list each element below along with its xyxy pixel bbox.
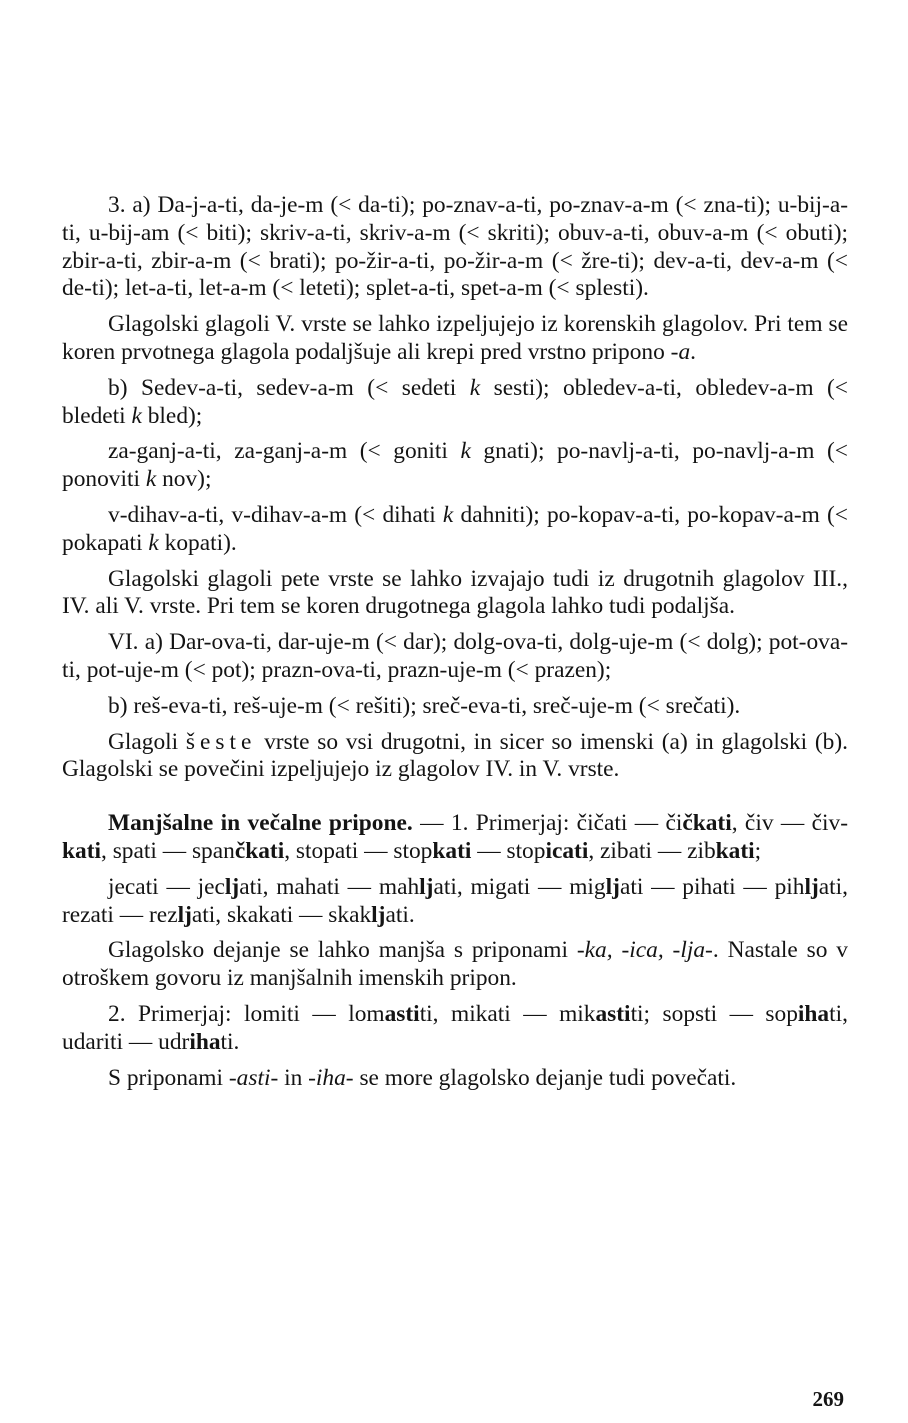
suffix-italic: -asti- bbox=[228, 1064, 279, 1091]
text: ti, udariti — udr bbox=[62, 1000, 848, 1055]
bold-suffix: lj bbox=[804, 873, 819, 900]
text: kopati). bbox=[158, 529, 237, 556]
text: — 1. Primerjaj: čičati — či bbox=[412, 810, 683, 837]
bold-suffix: kati bbox=[62, 837, 101, 864]
text: in bbox=[278, 1064, 309, 1091]
text: ati. bbox=[385, 901, 415, 928]
paragraph-note-vi bbox=[62, 729, 848, 785]
paragraph-diminutive-2 bbox=[62, 874, 848, 930]
note-text: Glagolski glagoli V. vrste se lahko izpeljujejo iz korenskih glagolov. Pri tem se koren prvotnega glagola podaljšuje ali krepi pred vrstno pripono bbox=[62, 311, 848, 365]
text: za-ganj-a-ti, za-ganj-a-m (< goniti bbox=[108, 438, 461, 465]
text: — stop bbox=[471, 837, 546, 864]
text: nov); bbox=[156, 466, 212, 493]
text: ti; sopsti — sop bbox=[630, 1000, 798, 1027]
text: gnati); po-navlj-a-ti, po-navlj-a-m (< ponoviti bbox=[62, 438, 848, 493]
k-italic: k bbox=[442, 501, 454, 528]
k-italic: k bbox=[460, 438, 471, 465]
paragraph-3b-line3 bbox=[62, 502, 848, 558]
text: ; bbox=[754, 837, 762, 864]
text: , zibati — zib bbox=[588, 837, 716, 864]
text: vrste so vsi drugotni, in sicer so imenski (a) in glagolski (b). Glagolski se povečini izpeljujejo iz glagolov IV. in V. vrste. bbox=[62, 728, 848, 783]
paragraph-note-v bbox=[62, 311, 848, 367]
suffix-italic: -ka, -ica, -lja- bbox=[576, 937, 713, 964]
bold-suffix: lj bbox=[224, 873, 240, 900]
bold-suffix: iha bbox=[797, 1000, 830, 1027]
text: ati, mahati — mah bbox=[239, 873, 420, 900]
text: Glagolsko dejanje se lahko manjša s priponami bbox=[108, 937, 577, 964]
text: ati, skakati — skak bbox=[191, 901, 372, 928]
bold-suffix: kati bbox=[432, 837, 472, 864]
k-italic: k bbox=[145, 466, 157, 493]
bold-suffix: lj bbox=[177, 901, 192, 928]
text: ati, migati — mig bbox=[433, 873, 606, 900]
k-italic: k bbox=[131, 402, 142, 429]
text: se more glagolsko dejanje tudi povečati. bbox=[353, 1064, 737, 1091]
paragraph-3a: 3. a) Da-j-a-ti, da-je-m (< da-ti); po-znav-a-ti, po-znav-a-m (< zna-ti); u-bij-a-ti, u-bij-am (< biti); skriv-a-ti, skriv-a-m (< skriti); obuv-a-ti, obuv-a-m (< obuti); zbir-a-ti, zbir-a-m (< brati); po-žir-a-ti, po-žir-a-m (< žre-ti); dev-a-ti, dev-a-m (< de-ti); let-a-ti, let-a-m (< leteti); splet-a-ti, spet-a-m (< splesti). bbox=[62, 192, 848, 302]
paragraph-note-augmentative bbox=[62, 1065, 848, 1093]
paragraph-6b: b) reš-eva-ti, reš-uje-m (< rešiti); sreč-eva-ti, sreč-uje-m (< srečati). bbox=[108, 692, 741, 719]
text: dahniti); po-kopav-a-ti, po-kopav-a-m (< pokapati bbox=[62, 501, 848, 556]
text: ati, rezati — rez bbox=[62, 873, 848, 928]
bold-suffix: kati bbox=[715, 837, 755, 864]
suffix-italic: -iha- bbox=[308, 1064, 354, 1091]
section-heading: Manjšalne in večalne pripone. bbox=[108, 810, 413, 837]
page-number: 269 bbox=[812, 1387, 844, 1411]
text: Glagoli bbox=[108, 728, 186, 755]
text: 2. Primerjaj: lomiti — lom bbox=[108, 1000, 385, 1027]
paragraph-note-v2: Glagolski glagoli pete vrste se lahko izvajajo tudi iz drugotnih glagolov III., IV. ali V. vrste. Pri tem se koren drugotnega glagola lahko tudi podaljša. bbox=[62, 565, 848, 620]
paragraph-diminutive bbox=[62, 810, 848, 866]
text: ti. bbox=[220, 1028, 240, 1055]
text: ati — pihati — pih bbox=[619, 873, 805, 900]
text: S priponami bbox=[108, 1064, 229, 1091]
text: sesti); obledev-a-ti, obledev-a-m (< bledeti bbox=[62, 374, 848, 429]
paragraph-augmentative bbox=[62, 1001, 848, 1057]
text: . Nastale so v otroškem govoru iz manjšalnih imenskih pripon. bbox=[62, 937, 848, 992]
text: , spati — span bbox=[101, 837, 235, 864]
bold-suffix: lj bbox=[419, 873, 434, 900]
bold-suffix: lj bbox=[371, 901, 386, 928]
paragraph-3b-line2 bbox=[62, 438, 848, 494]
bold-suffix: icati bbox=[545, 837, 589, 864]
bold-suffix: asti bbox=[384, 1000, 420, 1027]
note-end: . bbox=[690, 338, 697, 365]
bold-suffix: iha bbox=[189, 1028, 221, 1055]
spaced-word: šeste bbox=[185, 728, 257, 755]
k-italic: k bbox=[148, 529, 159, 556]
k-italic: k bbox=[469, 374, 481, 401]
bold-suffix: čkati bbox=[234, 837, 285, 864]
bold-suffix: čkati bbox=[682, 810, 732, 837]
text: ti, mikati — mik bbox=[419, 1000, 596, 1027]
text: , stopati — stop bbox=[284, 837, 433, 864]
text: v-dihav-a-ti, v-dihav-a-m (< dihati bbox=[108, 501, 443, 528]
text: , čiv — čiv- bbox=[731, 810, 848, 837]
paragraph-6a: VI. a) Dar-ova-ti, dar-uje-m (< dar); dolg-ova-ti, dolg-uje-m (< dolg); pot-ova-ti, pot-uje-m (< pot); prazn-ova-ti, prazn-uje-m (< prazen); bbox=[62, 629, 848, 683]
text: bled); bbox=[141, 402, 203, 429]
suffix-italic: -a bbox=[670, 338, 691, 365]
paragraph-3b-line1 bbox=[62, 375, 848, 431]
paragraph-note-diminutive bbox=[62, 937, 848, 993]
bold-suffix: lj bbox=[605, 873, 620, 900]
page-body bbox=[62, 192, 848, 1100]
text: jecati — jec bbox=[108, 873, 225, 900]
bold-suffix: asti bbox=[595, 1000, 631, 1027]
text: b) Sedev-a-ti, sedev-a-m (< sedeti bbox=[108, 374, 470, 401]
